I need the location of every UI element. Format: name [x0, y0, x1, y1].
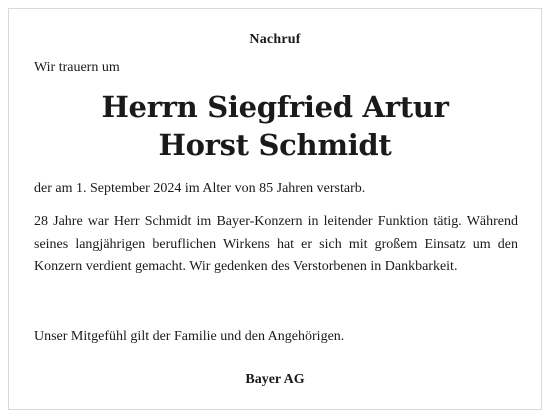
deceased-name-line1: Herrn Siegfried Artur [101, 90, 449, 124]
condolence-paragraph: Unser Mitgefühl gilt der Familie und den Angehörigen. [34, 329, 345, 344]
death-date-paragraph: der am 1. September 2024 im Alter von 85 Jahren verstarb. [34, 181, 366, 196]
career-paragraph: 28 Jahre war Herr Schmidt im Bayer-Konzern in leitender Funktion tätig. Während seines langjährigen beruflichen Wirkens hat er sich mit großem Einsatz um den Konzern verdient gemacht. Wir gedenken des Verstorbenen in Dankbarkeit. [34, 214, 518, 274]
deceased-name-line2: Horst Schmidt [158, 128, 392, 162]
signature: Bayer AG [245, 372, 305, 387]
deceased-name [0, 88, 550, 164]
notice-heading: Nachruf [249, 32, 301, 47]
intro-text: Wir trauern um [34, 60, 120, 75]
